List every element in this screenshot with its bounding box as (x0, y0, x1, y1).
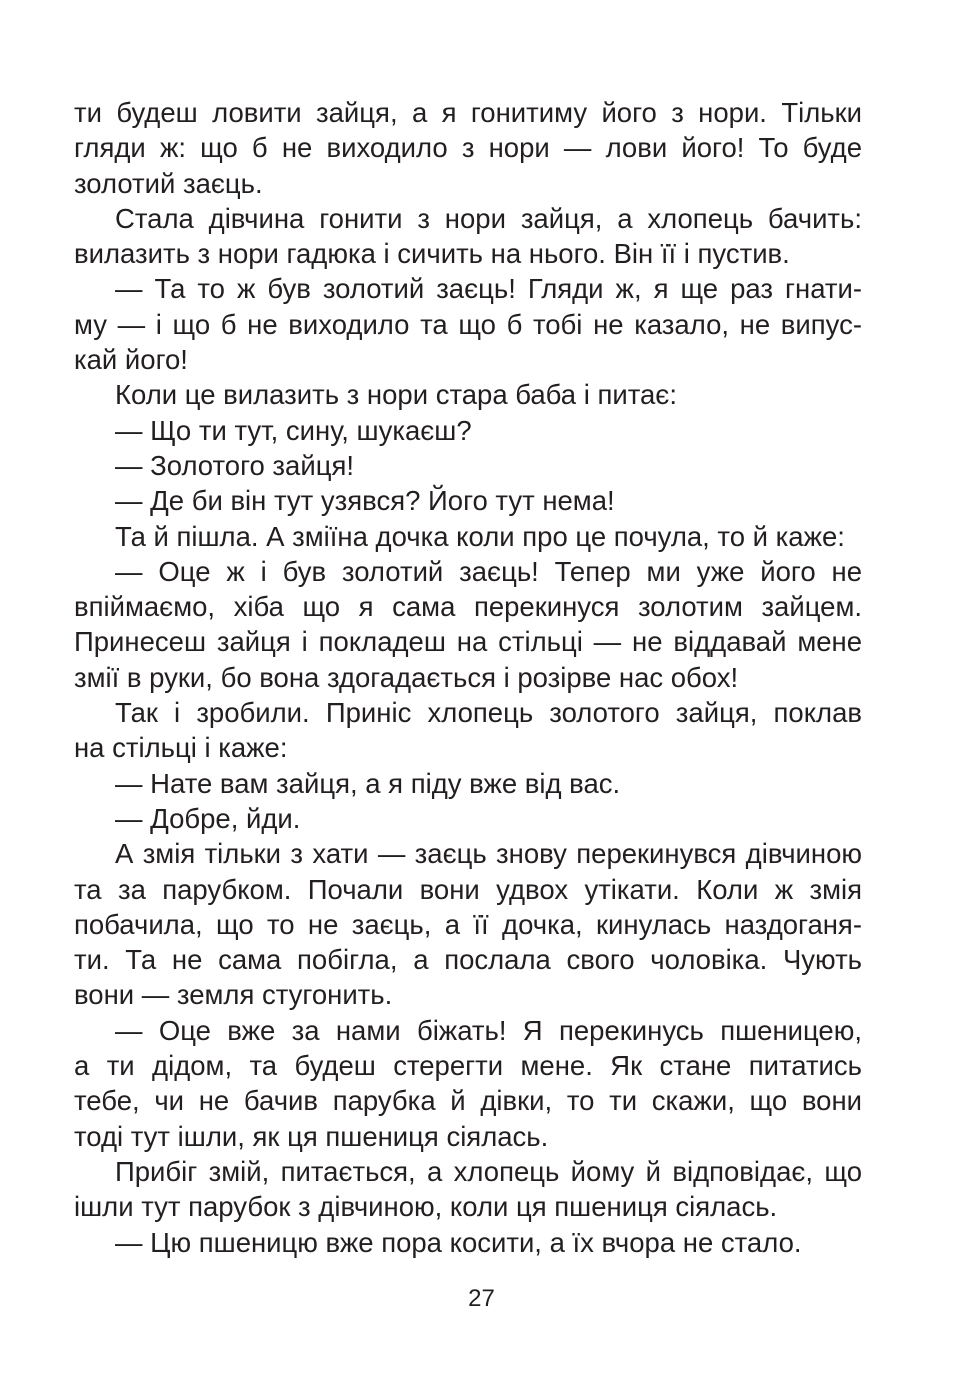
paragraph (74, 1154, 862, 1225)
text-line: ішли тут парубок з дівчиною, коли ця пшениця сіялась. (74, 1191, 778, 1223)
text-line: побачила, що то не заєць, а її дочка, кинулась наздоганя- (74, 908, 862, 940)
paragraph (74, 201, 862, 272)
paragraph (74, 801, 862, 836)
page-body (74, 95, 862, 1260)
paragraph (74, 519, 862, 554)
paragraph (74, 413, 862, 448)
text-line: Прибіг змій, питається, а хлопець йому й відповідає, що (115, 1155, 862, 1187)
text-line: — Та то ж був золотий заєць! Гляди ж, я ще раз гнати- (115, 273, 862, 305)
text-line: кай його! (74, 344, 188, 376)
paragraph (74, 271, 862, 377)
text-line: — Де би він тут узявся? Його тут нема! (115, 485, 615, 517)
text-line: Та й пішла. А зміїна дочка коли про це почула, то й каже: (115, 520, 845, 552)
paragraph (74, 448, 862, 483)
paragraph (74, 554, 862, 695)
text-line: — Добре, йди. (115, 802, 301, 834)
text-line: на стільці і каже: (74, 732, 288, 764)
text-line: ти. Та не сама побігла, а послала свого чоловіка. Чують (74, 944, 862, 976)
text-line: Так і зробили. Приніс хлопець золотого зайця, поклав (115, 697, 862, 729)
text-line: — Золотого зайця! (115, 449, 354, 481)
text-line: а ти дідом, та будеш стерегти мене. Як стане питатись (74, 1050, 862, 1082)
paragraph (74, 836, 862, 1012)
paragraph (74, 95, 862, 201)
text-line: гляди ж: що б не виходило з нори — лови його! То буде (74, 132, 862, 164)
text-line: вилазить з нори гадюка і сичить на нього. Він її і пустив. (74, 238, 790, 270)
text-line: — Цю пшеницю вже пора косити, а їх вчора не стало. (115, 1226, 802, 1258)
text-line: А змія тільки з хати — заєць знову перекинувся дівчиною (115, 838, 862, 870)
text-line: тебе, чи не бачив парубка й дівки, то ти скажи, що вони (74, 1085, 862, 1117)
text-line: — Оце вже за нами біжать! Я перекинусь пшеницею, (115, 1014, 862, 1046)
text-line: Коли це вилазить з нори стара баба і питає: (115, 379, 677, 411)
text-line: Принесеш зайця і покладеш на стільці — не віддавай мене (74, 626, 862, 658)
text-line: — Нате вам зайця, а я піду вже від вас. (115, 767, 621, 799)
paragraph (74, 483, 862, 518)
page-number: 27 (468, 1285, 495, 1312)
text-line: та за парубком. Почали вони удвох утікати. Коли ж змія (74, 873, 862, 905)
paragraph (74, 766, 862, 801)
text-line: — Оце ж і був золотий заєць! Тепер ми уже його не (115, 555, 862, 587)
text-line: Стала дівчина гонити з нори зайця, а хлопець бачить: (115, 202, 862, 234)
text-line: золотий заєць. (74, 167, 263, 199)
paragraph (74, 377, 862, 412)
text-line: тоді тут ішли, як ця пшениця сіялась. (74, 1120, 549, 1152)
paragraph (74, 1225, 862, 1260)
paragraph (74, 695, 862, 766)
paragraph (74, 1013, 862, 1154)
text-line: му — і що б не виходило та що б тобі не казало, не випус- (74, 308, 862, 340)
text-line: змії в руки, бо вона здогадається і розірве нас обох! (74, 661, 739, 693)
text-line: — Що ти тут, сину, шукаєш? (115, 414, 472, 446)
text-line: впіймаємо, хіба що я сама перекинуся золотим зайцем. (74, 591, 862, 623)
text-line: ти будеш ловити зайця, а я гонитиму його з нори. Тільки (74, 97, 862, 128)
text-line: вони — земля стугонить. (74, 979, 393, 1011)
